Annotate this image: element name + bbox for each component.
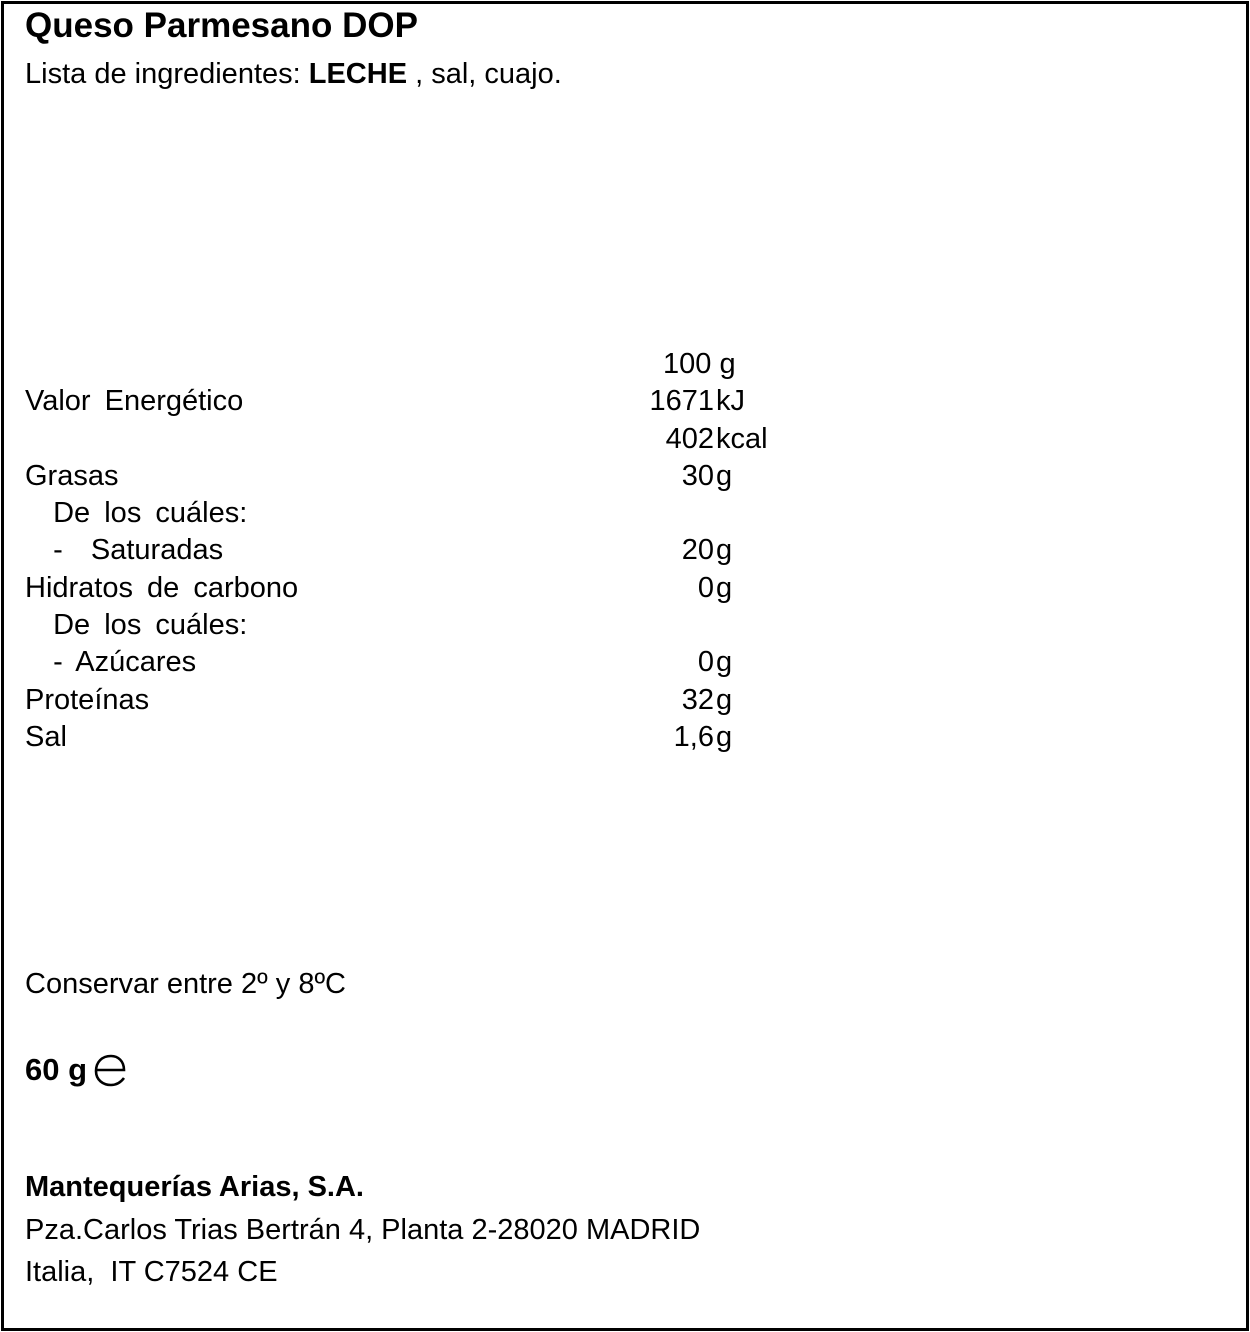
nutrition-row — [25, 495, 825, 532]
nutrient-value: 0 — [697, 571, 714, 604]
nutrient-label: De los cuáles: — [25, 497, 248, 530]
nutrient-value: 402 — [665, 422, 714, 455]
nutrient-unit: g — [716, 571, 733, 604]
nutrition-row — [25, 644, 825, 681]
nutrition-header-row — [25, 346, 825, 383]
net-weight-amount: 60 g — [25, 1052, 88, 1087]
company-address: Pza.Carlos Trias Bertrán 4, Planta 2-28020 MADRID — [25, 1214, 701, 1246]
origin-code: Italia, IT C7524 CE — [25, 1256, 278, 1288]
nutrient-value: 0 — [697, 646, 714, 679]
nutrient-value: 1671 — [649, 385, 714, 418]
nutrient-label: Proteínas — [25, 683, 150, 716]
nutrition-header: 100 g — [663, 348, 736, 380]
ingredients-allergen: LECHE — [308, 58, 408, 90]
nutrient-unit: g — [716, 720, 733, 753]
nutrient-value: 30 — [681, 459, 714, 492]
company-name: Mantequerías Arias, S.A. — [25, 1171, 364, 1203]
nutrition-row — [25, 607, 825, 644]
nutrient-value: 20 — [681, 534, 714, 567]
nutrient-label: Sal — [25, 720, 67, 753]
nutrition-row — [25, 383, 825, 420]
nutrient-unit: g — [716, 683, 733, 716]
nutrient-label: - Saturadas — [25, 534, 224, 567]
ingredients-rest: , sal, cuajo. — [407, 58, 562, 90]
nutrient-value: 1,6 — [673, 720, 714, 753]
nutrition-row — [25, 570, 825, 607]
nutrition-row — [25, 682, 825, 719]
nutrient-unit: g — [716, 646, 733, 679]
ingredients-prefix: Lista de ingredientes: — [25, 58, 309, 90]
nutrition-table — [25, 346, 825, 756]
nutrient-unit: g — [716, 534, 733, 567]
net-weight — [25, 1050, 131, 1090]
nutrient-label: Grasas — [25, 459, 119, 492]
nutrition-row — [25, 458, 825, 495]
nutrient-unit: kJ — [716, 385, 745, 418]
nutrient-value: 32 — [681, 683, 714, 716]
nutrient-label: Hidratos de carbono — [25, 571, 299, 604]
nutrition-row — [25, 421, 825, 458]
nutrition-row — [25, 719, 825, 756]
nutrient-label: De los cuáles: — [25, 609, 248, 642]
nutrition-rows — [25, 383, 825, 756]
nutrient-label: - Azúcares — [25, 646, 197, 679]
ingredients-list — [25, 56, 562, 92]
nutrient-unit: g — [716, 459, 733, 492]
e-mark-icon — [91, 1052, 131, 1088]
product-title: Queso Parmesano DOP — [25, 6, 418, 45]
nutrient-unit: kcal — [716, 422, 768, 455]
nutrition-row — [25, 532, 825, 569]
storage-instructions: Conservar entre 2º y 8ºC — [25, 968, 346, 1000]
nutrient-label: Valor Energético — [25, 385, 244, 418]
